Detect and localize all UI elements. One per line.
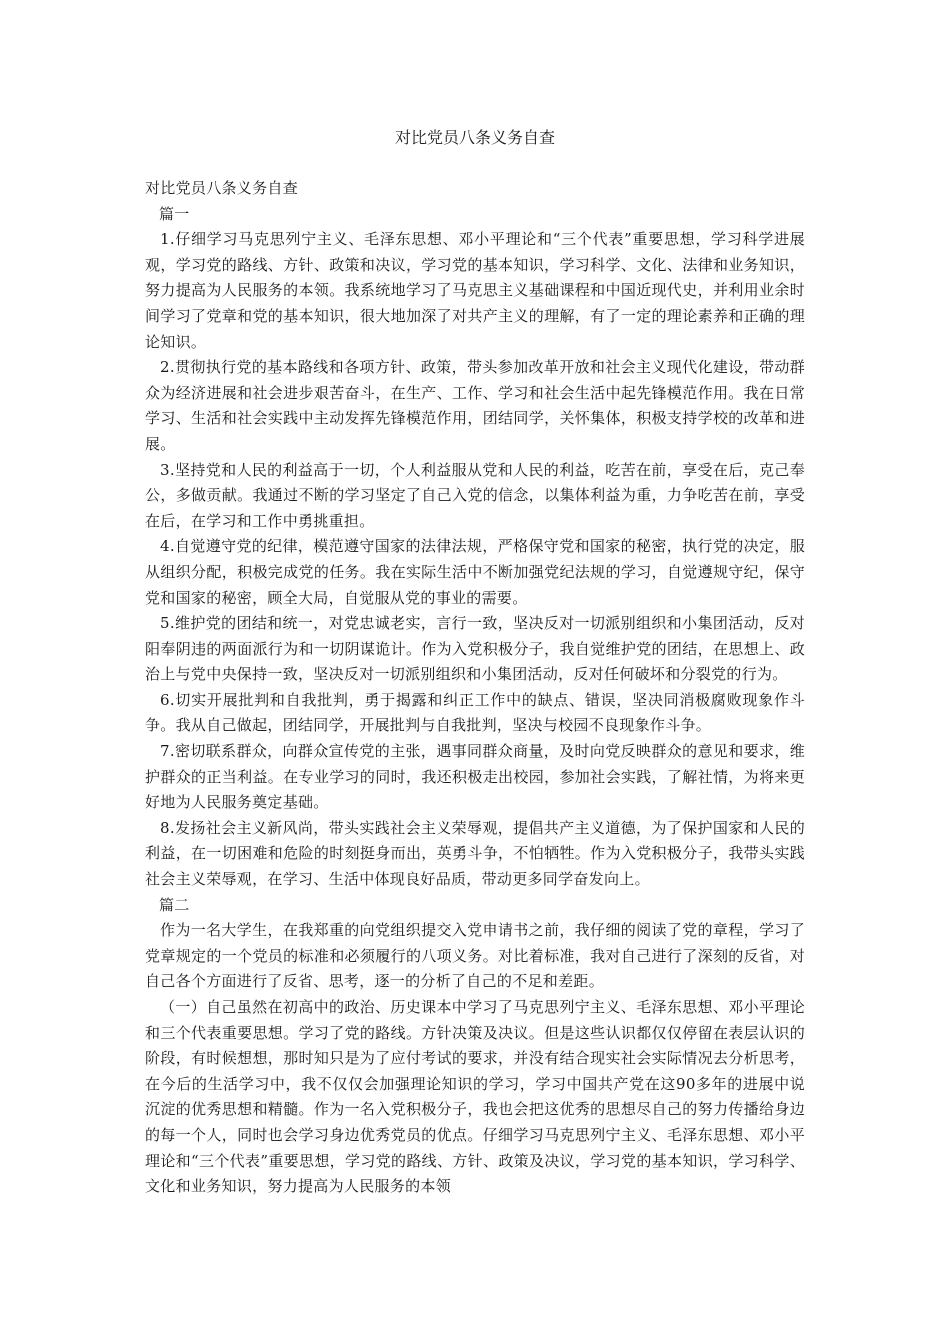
section-label-2: 篇二: [159, 895, 190, 914]
paragraph: 2.贯彻执行党的基本路线和各项方针、政策，带头参加改革开放和社会主义现代化建设，带动群众为经济进展和社会进步艰苦奋斗，在生产、工作、学习和社会生活中起先锋模范作用。我在日常学习、生活和社会实践中主动发挥先锋模范作用，团结同学，关怀集体，积极支持学校的改革和进展。: [145, 358, 805, 453]
paragraph: 5.维护党的团结和统一，对党忠诚老实，言行一致，坚决反对一切派别组织和小集团活动，反对阳奉阴违的两面派行为和一切阴谋诡计。作为入党积极分子，我自觉维护党的团结，在思想上、政治上与党中央保持一致，坚决反对一切派别组织和小集团活动，反对任何破坏和分裂党的行为。: [145, 614, 805, 684]
paragraph: （一）自己虽然在初高中的政治、历史课本中学习了马克思列宁主义、毛泽东思想、邓小平理论和三个代表重要思想。学习了党的路线。方针决策及决议。但是这些认识都仅仅停留在表层认识的阶段，有时候想想，那时知只是为了应付考试的要求，并没有结合现实社会实际情况去分析思考，在今后的生活学习中，我不仅仅会加强理论知识的学习，学习中国共产党在这90多年的进展中说沉淀的优秀思想和精髓。作为一名入党积极分子，我也会把这优秀的思想尽自己的努力传播给身边的每一个人，同时也会学习身边优秀党员的优点。仔细学习马克思列宁主义、毛泽东思想、邓小平理论和“三个代表”重要思想，学习党的路线、方针、政策及决议，学习党的基本知识，学习科学、文化和业务知识，努力提高为人民服务的本领: [145, 998, 805, 1196]
paragraph: 作为一名大学生，在我郑重的向党组织提交入党申请书之前，我仔细的阅读了党的章程，学习了党章规定的一个党员的标准和必须履行的八项义务。对比着标准，我对自己进行了深刻的反省，对自己各个方面进行了反省、思考，逐一的分析了自己的不足和差距。: [145, 921, 805, 991]
paragraph: 1.仔细学习马克思列宁主义、毛泽东思想、邓小平理论和“三个代表”重要思想，学习科学进展观，学习党的路线、方针、政策和决议，学习党的基本知识，学习科学、文化、法律和业务知识，努力提高为人民服务的本领。我系统地学习了马克思主义基础课程和中国近现代史，并利用业余时间学习了党章和党的基本知识，很大地加深了对共产主义的理解，有了一定的理论素养和正确的理论知识。: [145, 230, 805, 351]
document-heading: 对比党员八条义务自查: [145, 179, 299, 197]
paragraph: 3.坚持党和人民的利益高于一切，个人利益服从党和人民的利益，吃苦在前，享受在后，克己奉公，多做贡献。我通过不断的学习坚定了自己入党的信念，以集体利益为重，力争吃苦在前，享受在后，在学习和工作中勇挑重担。: [145, 460, 805, 530]
section-label-1: 篇一: [159, 204, 190, 223]
document-body: [145, 176, 805, 1200]
paragraph: 4.自觉遵守党的纪律，模范遵守国家的法律法规，严格保守党和国家的秘密，执行党的决定，服从组织分配，积极完成党的任务。我在实际生活中不断加强党纪法规的学习，自觉遵规守纪，保守党和国家的秘密，顾全大局，自觉服从党的事业的需要。: [145, 537, 805, 607]
paragraph: 7.密切联系群众，向群众宣传党的主张，遇事同群众商量，及时向党反映群众的意见和要求，维护群众的正当利益。在专业学习的同时，我还积极走出校园，参加社会实践，了解社情，为将来更好地为人民服务奠定基础。: [145, 742, 805, 812]
paragraph: 6.切实开展批判和自我批判，勇于揭露和纠正工作中的缺点、错误，坚决同消极腐败现象作斗争。我从自己做起，团结同学，开展批判与自我批判，坚决与校园不良现象作斗争。: [145, 690, 805, 735]
document-title: 对比党员八条义务自查: [394, 128, 555, 147]
paragraph: 8.发扬社会主义新风尚，带头实践社会主义荣辱观，提倡共产主义道德，为了保护国家和人民的利益，在一切困难和危险的时刻挺身而出，英勇斗争，不怕牺牲。作为入党积极分子，我带头实践社会主义荣辱观，在学习、生活中体现良好品质，带动更多同学奋发向上。: [145, 818, 805, 889]
